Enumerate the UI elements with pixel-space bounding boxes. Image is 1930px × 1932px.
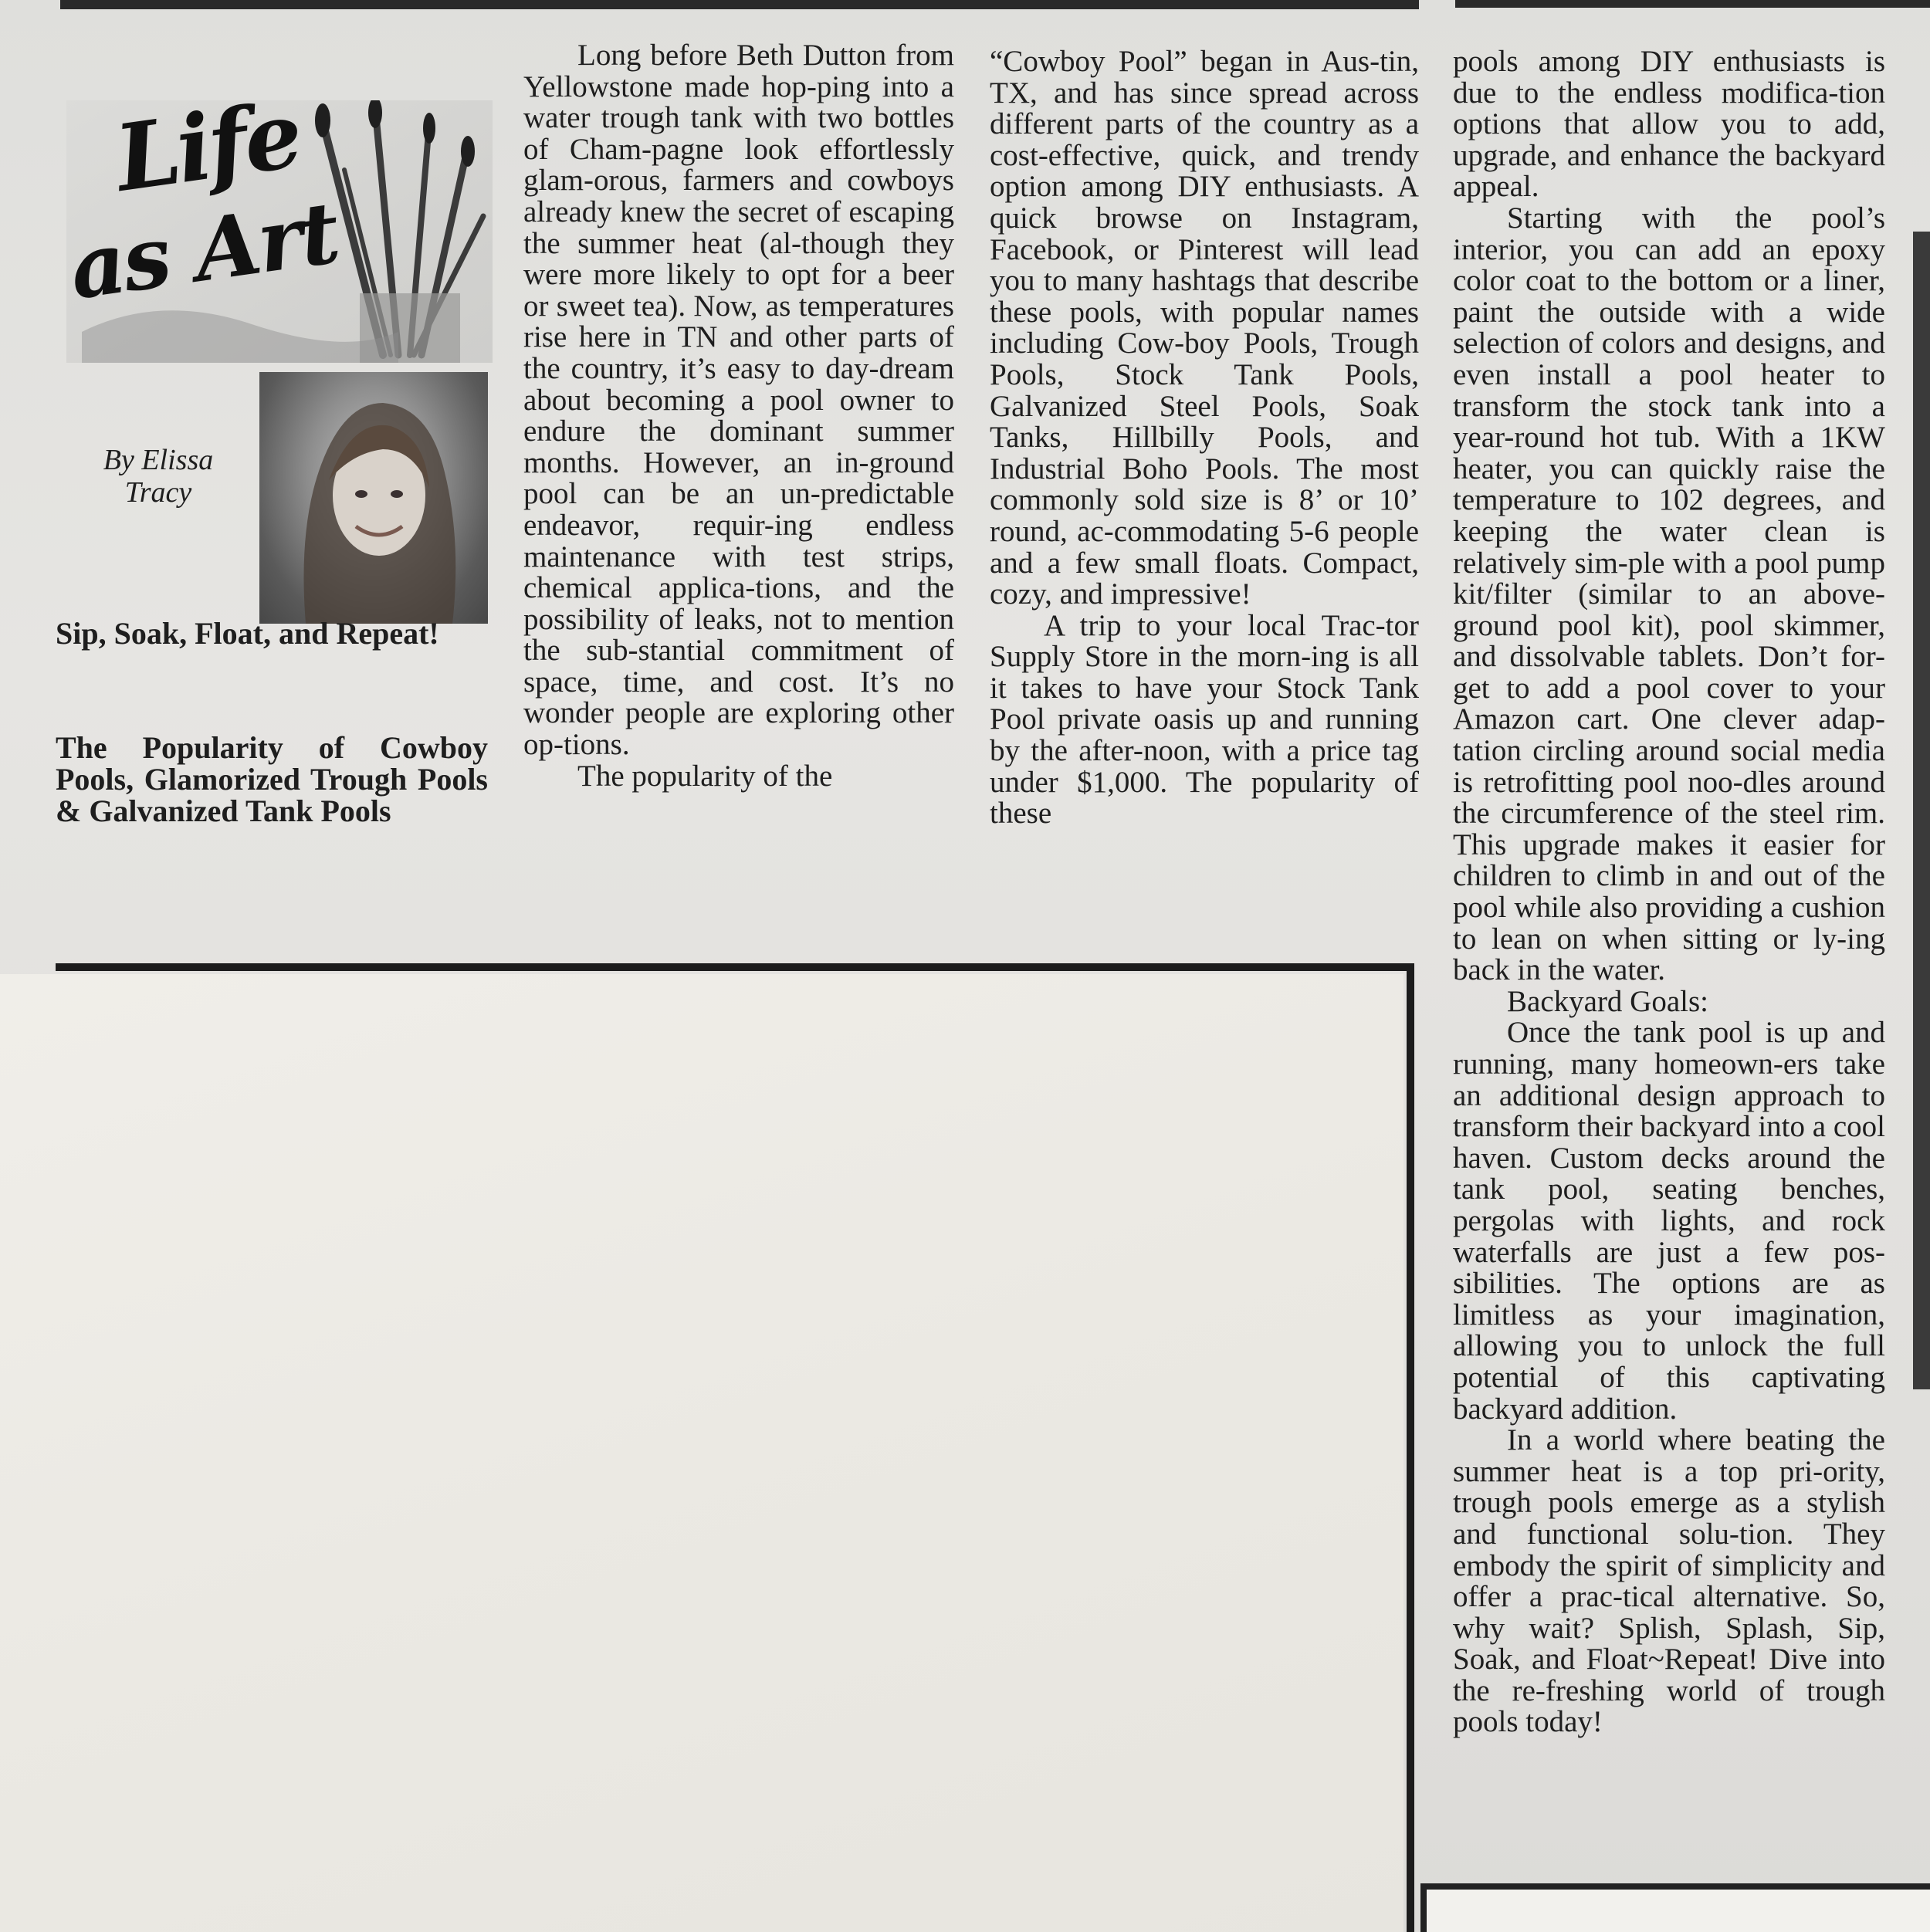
paragraph: The popularity of the — [577, 759, 833, 793]
deck: The Popularity of Cowboy Pools, Glamorized Trough Pools & Galvanized Tank Pools — [56, 730, 488, 828]
next-article-box — [1420, 1883, 1930, 1932]
byline: By Elissa Tracy — [103, 444, 214, 509]
masthead — [63, 80, 363, 324]
author-portrait — [259, 372, 488, 624]
paragraph: In a world where beating the summer heat is a top pri-ority, trough pools emerge as a stylish and functional solu-tion. They embody the spirit of simplicity and offer a prac-tical alternative. So, why wait? Splish, Splash, Sip, Soak, and Float~Repeat! Dive into the re-freshing world of trough pools today! — [1453, 1423, 1885, 1739]
paragraph: Long before Beth Dutton from Yellowstone made hop-ping into a water trough tank with two bottles of Cham-pagne look effortlessly glam-orous, farmers and cowboys already knew the secret of escaping the summer heat (al-though they were more likely to opt for a beer or sweet tea). Now, as temperatures rise here in TN and other parts of the country, it’s easy to day-dream about becoming a pool owner to endure the dominant summer months. However, an in-ground pool can be an un-predictable endeavor, requir-ing endless maintenance with test strips, chemical applica-tions, and the possibility of leaks, not to mention the sub-stantial commitment of space, time, and cost. It’s no wonder people are exploring other op-tions. — [523, 39, 954, 762]
article-column-3 — [1453, 46, 1885, 1738]
paragraph: pools among DIY enthusiasts is due to the endless modifica-tion options that allow you to add, upgrade, and enhance the backyard appeal. — [1453, 45, 1885, 204]
paragraph: Once the tank pool is up and running, many homeown-ers take an additional design approach to transform their backyard into a cool haven. Custom decks around the tank pool, seating benches, pergolas with lights, and rock waterfalls are just a few pos-sibilities. The options are as limitless as your imagination, allowing you to unlock the full potential of this captivating backyard addition. — [1453, 1016, 1885, 1426]
paragraph: Starting with the pool’s interior, you can add an epoxy color coat to the bottom or a liner, paint the outside with a wide selection of colors and designs, and even install a pool heater to transform the stock tank into a year-round hot tub. With a 1KW heater, you can quickly raise the temperature to 102 degrees, and keeping the water clean is relatively sim-ple with a pool pump kit/filter (similar to an above-ground pool kit), pool skimmer, and dissolvable tablets. Don’t for-get to add a pool cover to your Amazon cart. One clever adap-tation circling around social media is retrofitting pool noo-dles around the circumference of the steel rim. This upgrade makes it easier for children to climb in and out of the pool while also providing a cushion to lean on when sitting or ly-ing back in the water. — [1453, 201, 1885, 987]
masthead-line2: as Art — [63, 182, 344, 319]
paragraph: A trip to your local Trac-tor Supply Store in the morn-ing is all it takes to have your Stock Tank Pool private oasis up and running by the after-noon, with a price tag under $1,000. The popularity of these — [990, 608, 1419, 831]
article-column-1 — [523, 40, 954, 792]
portrait-figure-icon — [259, 372, 488, 624]
masthead-line1: Life — [109, 80, 306, 212]
section-heading: Backyard Goals: — [1507, 984, 1709, 1018]
article-column-2 — [990, 46, 1419, 830]
paragraph: “Cowboy Pool” began in Aus-tin, TX, and has since spread across different parts of the country as a cost-effective, quick, and trendy option among DIY enthusiasts. A quick browse on Instagram, Facebook, or Pinterest will lead you to many hashtags that describe these pools, with popular names including Cow-boy Pools, Trough Pools, Stock Tank Pools, Galvanized Steel Pools, Soak Tanks, Hillbilly Pools, and Industrial Boho Pools. The most commonly sold size is 8’ or 10’ round, ac-commodating 5-6 people and a few small floats. Compact, cozy, and impressive! — [990, 45, 1419, 611]
headline: Sip, Soak, Float, and Repeat! — [56, 616, 439, 651]
top-rule — [60, 0, 1419, 9]
top-rule-right — [1455, 0, 1930, 8]
blank-card-overlay — [0, 974, 1403, 1932]
page-edge — [1913, 232, 1930, 1389]
